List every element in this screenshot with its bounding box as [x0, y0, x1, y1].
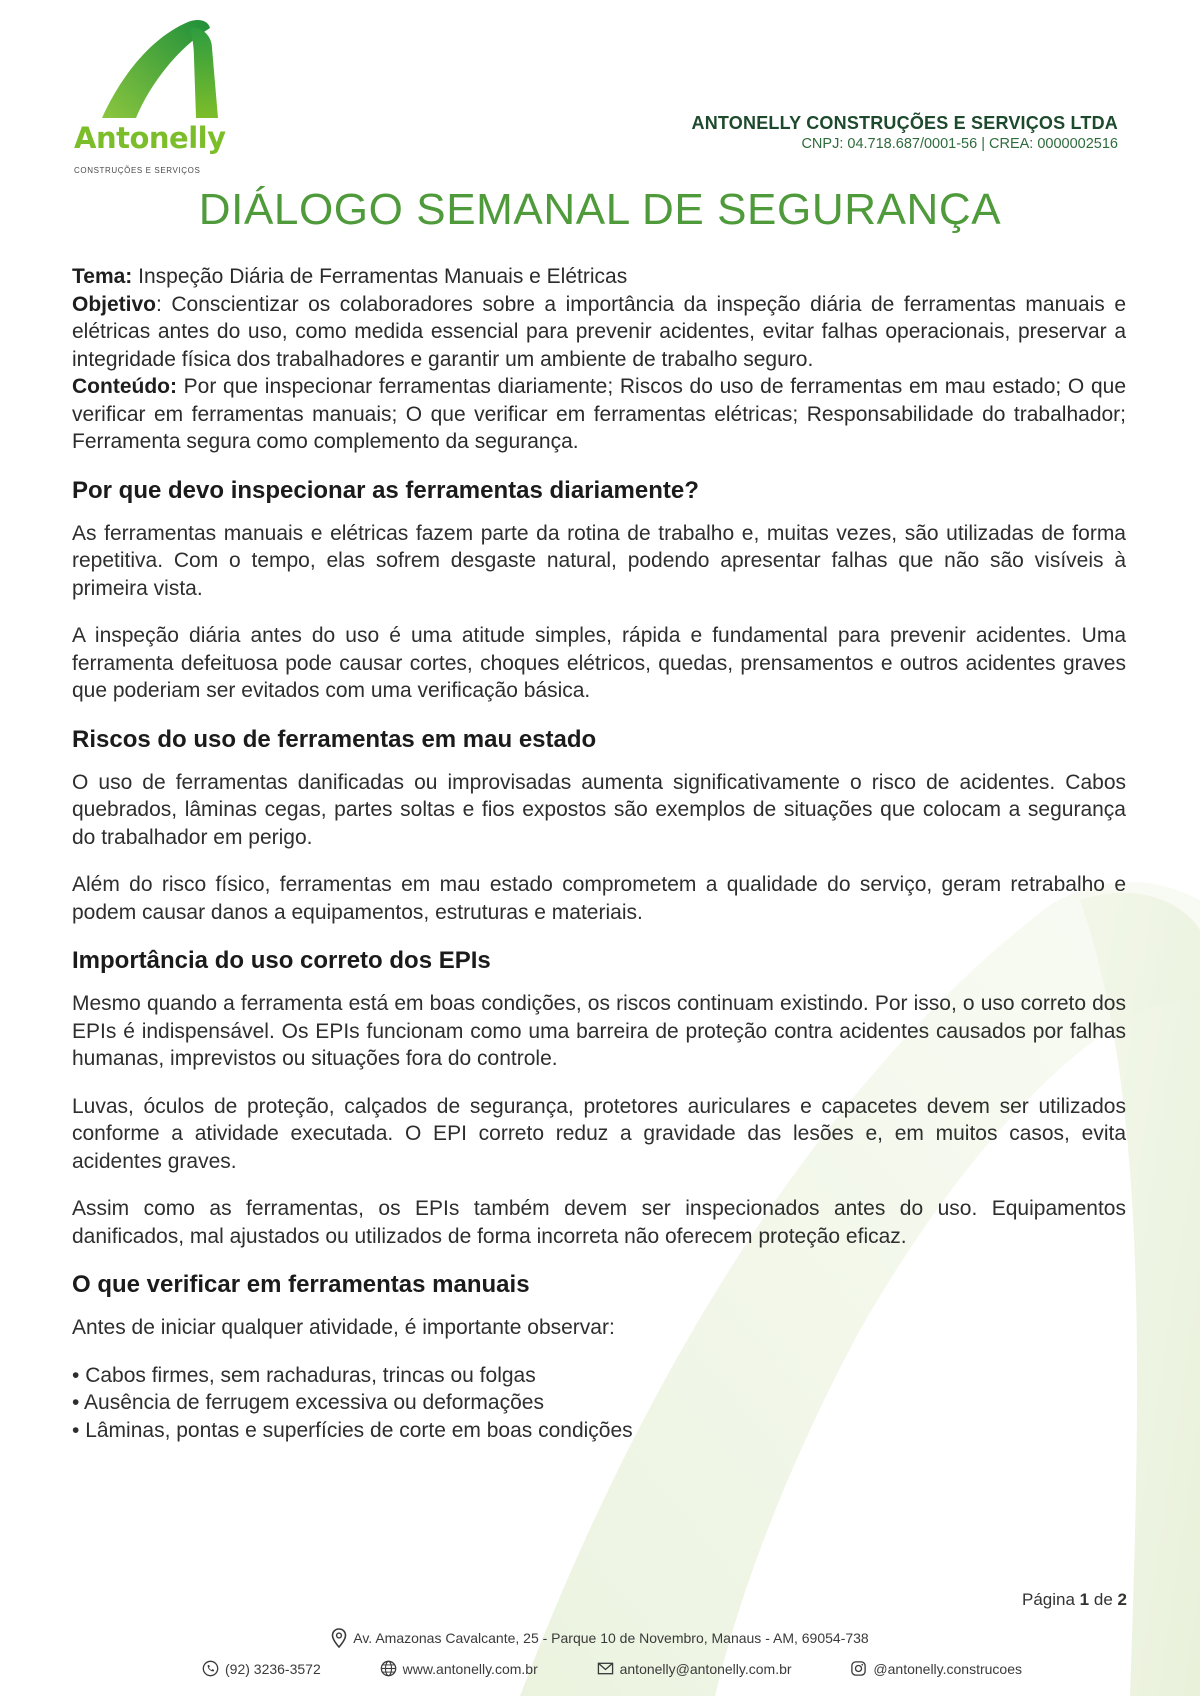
logo-mark-icon [98, 18, 218, 122]
conteudo-text: Por que inspecionar ferramentas diariamente; Riscos do uso de ferramentas em mau estado; O que verificar em ferramentas manuais; O que verificar em ferramentas elétricas; Responsabilidade do trabalhador; Ferramenta segura como complemento da segurança. [72, 375, 1126, 453]
instagram-text: @antonelly.construcoes [873, 1660, 1022, 1677]
phone-text: (92) 3236-3572 [225, 1660, 321, 1677]
company-registration: CNPJ: 04.718.687/0001-56 | CREA: 0000002516 [801, 136, 1118, 152]
envelope-icon [597, 1660, 614, 1677]
paragraph: As ferramentas manuais e elétricas fazem parte da rotina de trabalho e, muitas vezes, são utilizadas de forma repetitiva. Com o tempo, elas sofrem desgaste natural, podendo apresentar falhas que não são visíveis à primeira vista. [72, 521, 1126, 600]
page-of: de [1093, 1590, 1113, 1609]
paragraph: Assim como as ferramentas, os EPIs também devem ser inspecionados antes do uso. Equipamentos danificados, mal ajustados ou utilizados de forma incorreta não oferecem proteção eficaz. [72, 1197, 1126, 1248]
phone-icon [202, 1660, 219, 1677]
list-item: • Cabos firmes, sem rachaduras, trincas ou folgas [72, 1362, 1126, 1390]
section-heading-manual-tools: O que verificar em ferramentas manuais [72, 1271, 530, 1298]
instagram-icon [850, 1660, 867, 1677]
company-logo [72, 18, 252, 175]
intro-block [72, 263, 1126, 456]
footer-address [0, 1628, 1200, 1648]
document-body [72, 263, 1126, 1444]
contact-email[interactable] [597, 1660, 792, 1677]
section-heading-why-inspect: Por que devo inspecionar as ferramentas diariamente? [72, 476, 699, 504]
list-item: • Ausência de ferrugem excessiva ou deformações [72, 1389, 1126, 1417]
location-pin-icon [331, 1628, 347, 1648]
list-item: • Lâminas, pontas e superfícies de corte em boas condições [72, 1417, 1126, 1445]
page-number [1022, 1590, 1127, 1610]
paragraph: A inspeção diária antes do uso é uma atitude simples, rápida e fundamental para prevenir acidentes. Uma ferramenta defeituosa pode causar cortes, choques elétricos, quedas, prensamentos e outros acidentes graves que poderiam ser evitados com uma verificação básica. [72, 624, 1126, 702]
paragraph: Antes de iniciar qualquer atividade, é importante observar: [72, 1316, 615, 1339]
page-title: DIÁLOGO SEMANAL DE SEGURANÇA [198, 185, 1002, 234]
objetivo-text: : Conscientizar os colaboradores sobre a importância da inspeção diária de ferramentas manuais e elétricas antes do uso, como medida essencial para prevenir acidentes, evitar falhas operacionais, preservar a integridade física dos trabalhadores e garantir um ambiente de trabalho seguro. [72, 292, 1126, 371]
tema-text: Inspeção Diária de Ferramentas Manuais e Elétricas [132, 265, 628, 288]
email-text: antonelly@antonelly.com.br [619, 1660, 792, 1677]
contact-website[interactable] [380, 1660, 538, 1677]
conteudo-line [72, 373, 1126, 456]
objetivo-label: Objetivo [72, 292, 157, 316]
company-header [692, 113, 1118, 152]
website-text: www.antonelly.com.br [402, 1660, 538, 1677]
paragraph: O uso de ferramentas danificadas ou improvisadas aumenta significativamente o risco de acidentes. Cabos quebrados, lâminas cegas, partes soltas e fios expostos são exemplos de situações que colocam a segurança do trabalhador em perigo. [72, 770, 1126, 849]
conteudo-label: Conteúdo: [72, 375, 177, 398]
globe-icon [380, 1660, 397, 1677]
paragraph: Além do risco físico, ferramentas em mau estado comprometem a qualidade do serviço, geram retrabalho e podem causar danos a equipamentos, estruturas e materiais. [72, 873, 1126, 924]
objetivo-line [72, 291, 1126, 374]
contact-instagram[interactable] [850, 1660, 1022, 1677]
footer-contacts [202, 1660, 1022, 1677]
paragraph: Luvas, óculos de proteção, calçados de segurança, protetores auriculares e capacetes devem ser utilizados conforme a atividade executada. O EPI correto reduz a gravidade das lesões e, em muitos casos, evita acidentes graves. [72, 1094, 1126, 1173]
checklist [72, 1362, 1126, 1445]
paragraph: Mesmo quando a ferramenta está em boas condições, os riscos continuam existindo. Por isso, o uso correto dos EPIs é indispensável. Os EPIs funcionam como uma barreira de proteção contra acidentes causados por falhas humanas, imprevistos ou situações fora do controle. [72, 992, 1126, 1070]
company-name: ANTONELLY CONSTRUÇÕES E SERVIÇOS LTDA [691, 113, 1118, 133]
tema-line [72, 263, 1126, 291]
address-text: Av. Amazonas Cavalcante, 25 - Parque 10 de Novembro, Manaus - AM, 69054-738 [353, 1630, 869, 1646]
logo-subtitle: CONSTRUÇÕES E SERVIÇOS [74, 166, 201, 175]
page-current: 1 [1079, 1590, 1090, 1609]
section-heading-risks: Riscos do uso de ferramentas em mau estado [72, 725, 597, 753]
page-label: Página [1022, 1590, 1075, 1609]
contact-phone [202, 1660, 321, 1677]
tema-label: Tema: [72, 265, 133, 288]
logo-wordmark: Antonelly [74, 121, 226, 155]
section-heading-epis: Importância do uso correto dos EPIs [72, 947, 491, 974]
page-total: 2 [1117, 1590, 1127, 1609]
